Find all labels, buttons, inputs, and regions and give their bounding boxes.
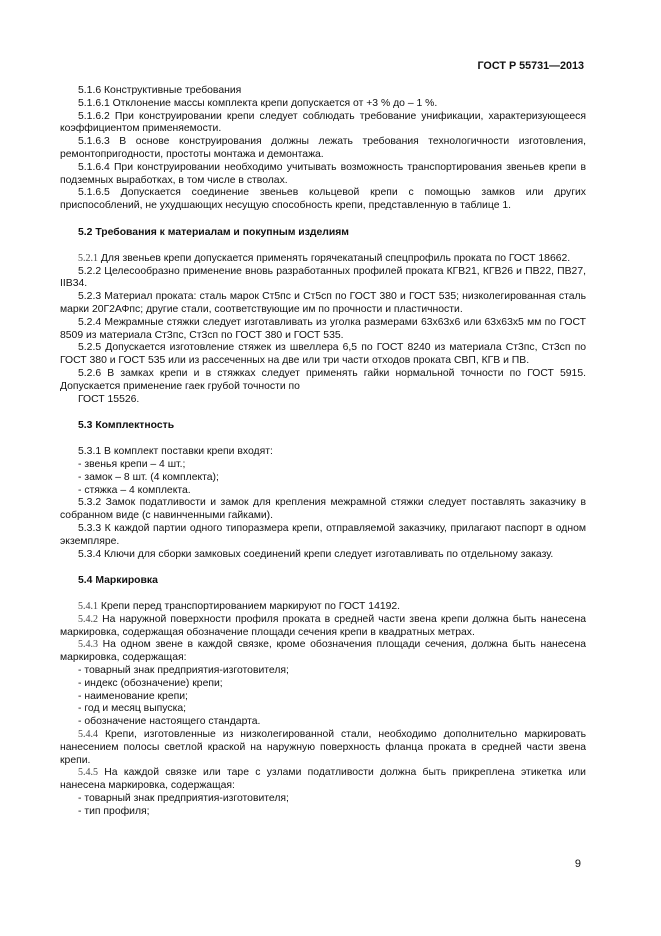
section-title: 5.4 Маркировка: [78, 575, 158, 587]
paragraph-text: Для звеньев крепи допускается применять горячекатаный спецпрофиль проката по ГОСТ 18662.: [100, 252, 571, 264]
clause-number: 5.4.3: [78, 639, 98, 651]
page-number: 9: [574, 858, 581, 870]
list-item: - товарный знак предприятия-изготовителя;: [78, 793, 289, 805]
paragraph-text: На наружной поверхности профиля проката в средней части звена крепи должна быть нанесена маркировка, содержащая обозначение площади сечения крепи в квадратных метрах.: [60, 613, 587, 638]
list-item: - наименование крепи;: [78, 690, 188, 702]
clause-number: 5.4.4: [78, 729, 98, 741]
paragraph: 5.2.4 Межрамные стяжки следует изготавливать из уголка размерами 63х63х6 или 63х63х5 мм по ГОСТ 8509 из материала Ст3пс, Ст3сп по ГОСТ 380 и ГОСТ 535.: [60, 316, 586, 341]
paragraph: [60, 614, 586, 640]
list-item: - обозначение настоящего стандарта.: [78, 716, 261, 728]
paragraph: 5.2.6 В замках крепи и в стяжках следует применять гайки нормальной точности по ГОСТ 5915. Допускается применение гаек грубой точности по: [60, 367, 586, 392]
paragraph-text: На каждой связке или таре с узлами податливости должна быть прикреплена этикетка или нанесена маркировка, содержащая:: [60, 767, 586, 792]
paragraph: 5.1.6.5 Допускается соединение звеньев кольцевой крепи с помощью замков или других приспособлений, не ухудшающих несущую способность крепи, представленную в таблице 1.: [60, 187, 586, 212]
paragraph: 5.1.6.4 При конструировании необходимо учитывать возможность транспортирования звеньев крепи в подземных выработках, в том числе в стволах.: [60, 161, 586, 186]
paragraph: [60, 601, 586, 614]
document-header: ГОСТ Р 55731—2013: [477, 60, 584, 72]
paragraph: 5.1.6.3 В основе конструирования должны лежать требования технологичности изготовления, ремонтопригодности, простоты монтажа и демонтажа.: [60, 136, 586, 160]
paragraph: 5.1.6.1 Отклонение массы комплекта крепи допускается от +3 % до – 1 %.: [78, 97, 438, 109]
clause-number: 5.4.5: [78, 767, 98, 779]
paragraph: 5.2.3 Материал проката: сталь марок Ст5пс и Ст5сп по ГОСТ 380 и ГОСТ 535; низколегированная сталь марки 20Г2АФпс; другие стали, соответствующие им по прочности и пластичности.: [60, 291, 586, 315]
list-item: - товарный знак предприятия-изготовителя;: [78, 665, 289, 677]
paragraph: ГОСТ 15526.: [78, 393, 140, 405]
paragraph: 5.3.4 Ключи для сборки замковых соединений крепи следует изготавливать по отдельному заказу.: [78, 548, 554, 560]
paragraph-text: Крепи перед транспортированием маркируют по ГОСТ 14192.: [100, 601, 401, 613]
paragraph: 5.2.5 Допускается изготовление стяжек из швеллера 6,5 по ГОСТ 8240 из материала Ст3пс, Ст3сп по ГОСТ 380 и ГОСТ 535 или из рассеченных на две или три части отходов проката СВП, КГВ и ПВ.: [60, 342, 586, 367]
section-title: 5.2 Требования к материалам и покупным изделиям: [78, 226, 349, 238]
list-item: - звенья крепи – 4 шт.;: [78, 458, 186, 470]
list-item: - тип профиля;: [78, 805, 150, 817]
paragraph: 5.3.1 В комплект поставки крепи входят:: [78, 446, 273, 458]
paragraph: [60, 729, 586, 767]
paragraph: [60, 253, 586, 266]
clause-number: 5.4.1: [78, 601, 98, 613]
paragraph: 5.2.2 Целесообразно применение вновь разработанных профилей проката КГВ21, КГВ26 и ПВ22, ПВ27, IIВ34.: [60, 265, 586, 290]
list-item: - год и месяц выпуска;: [78, 703, 187, 715]
clause-number: 5.2.1: [78, 252, 98, 264]
list-item: - замок – 8 шт. (4 комплекта);: [78, 471, 219, 483]
paragraph: 5.3.3 К каждой партии одного типоразмера крепи, отправляемой заказчику, прилагают паспорт в одном экземпляре.: [60, 522, 586, 547]
clause-number: 5.4.2: [78, 613, 98, 625]
list-item: - индекс (обозначение) крепи;: [78, 677, 223, 689]
paragraph: 5.3.2 Замок податливости и замок для крепления межрамной стяжки следует поставлять заказчику в собранном виде (с навинченными гайками).: [60, 497, 586, 522]
section-title: 5.3 Комплектность: [78, 420, 175, 432]
paragraph: [60, 767, 586, 793]
list-item: - стяжка – 4 комплекта.: [78, 484, 191, 496]
paragraph: 5.1.6.2 При конструировании крепи следует соблюдать требование унификации, характеризующееся коэффициентом применяемости.: [60, 110, 586, 135]
paragraph-text: Крепи, изготовленные из низколегированной стали, необходимо дополнительно маркировать нанесением полосы светлой краской на наружную поверхность фланца проката в средней части звена крепи.: [60, 729, 586, 766]
paragraph: [60, 639, 586, 665]
subsection-title: 5.1.6 Конструктивные требования: [78, 85, 242, 96]
document-body: [60, 85, 586, 819]
paragraph-text: На одном звене в каждой связке, кроме обозначения площади сечения, должна быть нанесена маркировка, содержащая:: [60, 639, 586, 664]
